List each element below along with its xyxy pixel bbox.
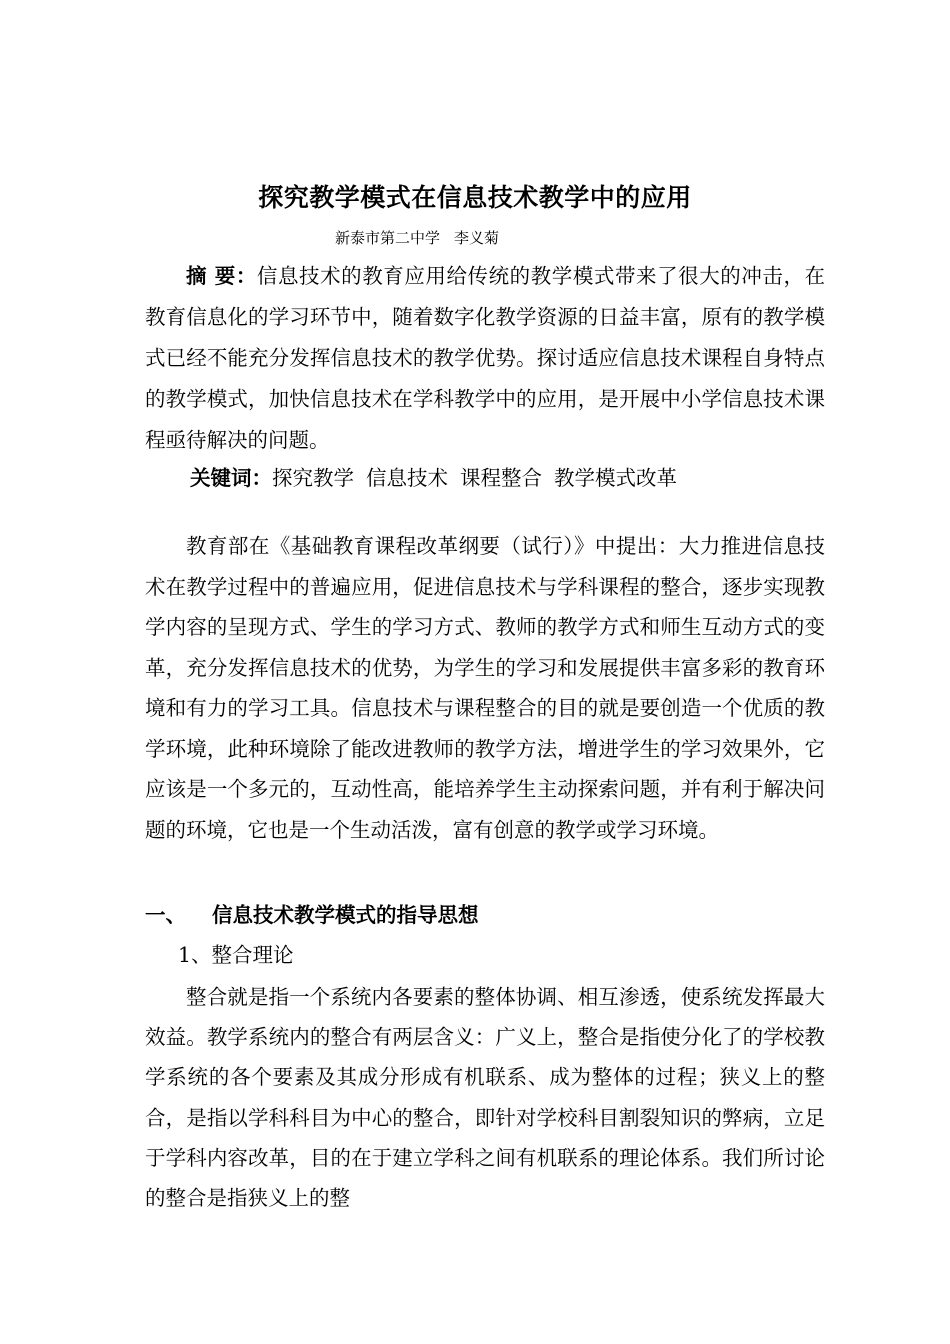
- abstract-text: 信息技术的教育应用给传统的教学模式带来了很大的冲击，在教育信息化的学习环节中，随着数字化教学资源的日益丰富，原有的教学模式已经不能充分发挥信息技术的教学优势。探讨适应信息技术课程自身特点的教学模式，加快信息技术在学科教学中的应用，是开展中小学信息技术课程亟待解决的问题。: [145, 264, 826, 452]
- abstract-paragraph: [145, 256, 825, 461]
- abstract-label: 摘 要：: [186, 264, 257, 288]
- author-name: 李义菊: [454, 229, 500, 247]
- keywords-label: 关键词：: [190, 466, 272, 490]
- keywords-line: [190, 460, 677, 496]
- intro-text: 教育部在《基础教育课程改革纲要（试行）》中提出：大力推进信息技术在教学过程中的普遍应用，促进信息技术与学科课程的整合，逐步实现教学内容的呈现方式、学生的学习方式、教师的教学方式和师生互动方式的变革，充分发挥信息技术的优势，为学生的学习和发展提供丰富多彩的教育环境和有力的学习工具。信息技术与课程整合的目的就是要创造一个优质的教学环境，此种环境除了能改进教师的教学方法，增进学生的学习效果外，它应该是一个多元的，互动性高，能培养学生主动探索问题，并有利于解决问题的环境，它也是一个生动活泼，富有创意的教学或学习环境。: [145, 534, 825, 842]
- keyword-item: 探究教学: [272, 466, 354, 490]
- section-number: 一、: [145, 903, 186, 927]
- subsection-text: 整合就是指一个系统内各要素的整体协调、相互渗透，使系统发挥最大效益。教学系统内的整合有两层含义：广义上，整合是指使分化了的学校教学系统的各个要素及其成分形成有机联系、成为整体的过程；狭义上的整合，是指以学科科目为中心的整合，即针对学校科目割裂知识的弊病，立足于学科内容改革，目的在于建立学科之间有机联系的理论体系。我们所讨论的整合是指狭义上的整: [145, 985, 825, 1211]
- keyword-item: 信息技术: [366, 466, 448, 490]
- section-heading: [145, 897, 479, 933]
- intro-paragraph: [145, 526, 825, 850]
- document-title: 探究教学模式在信息技术教学中的应用: [258, 183, 692, 212]
- author-line: [335, 228, 499, 248]
- subsection-heading: 1、整合理论: [178, 943, 294, 967]
- section-title: 信息技术教学模式的指导思想: [212, 903, 479, 927]
- keyword-item: 教学模式改革: [554, 466, 677, 490]
- author-school: 新泰市第二中学: [335, 229, 441, 247]
- keyword-item: 课程整合: [460, 466, 542, 490]
- subsection-paragraph: [145, 977, 825, 1218]
